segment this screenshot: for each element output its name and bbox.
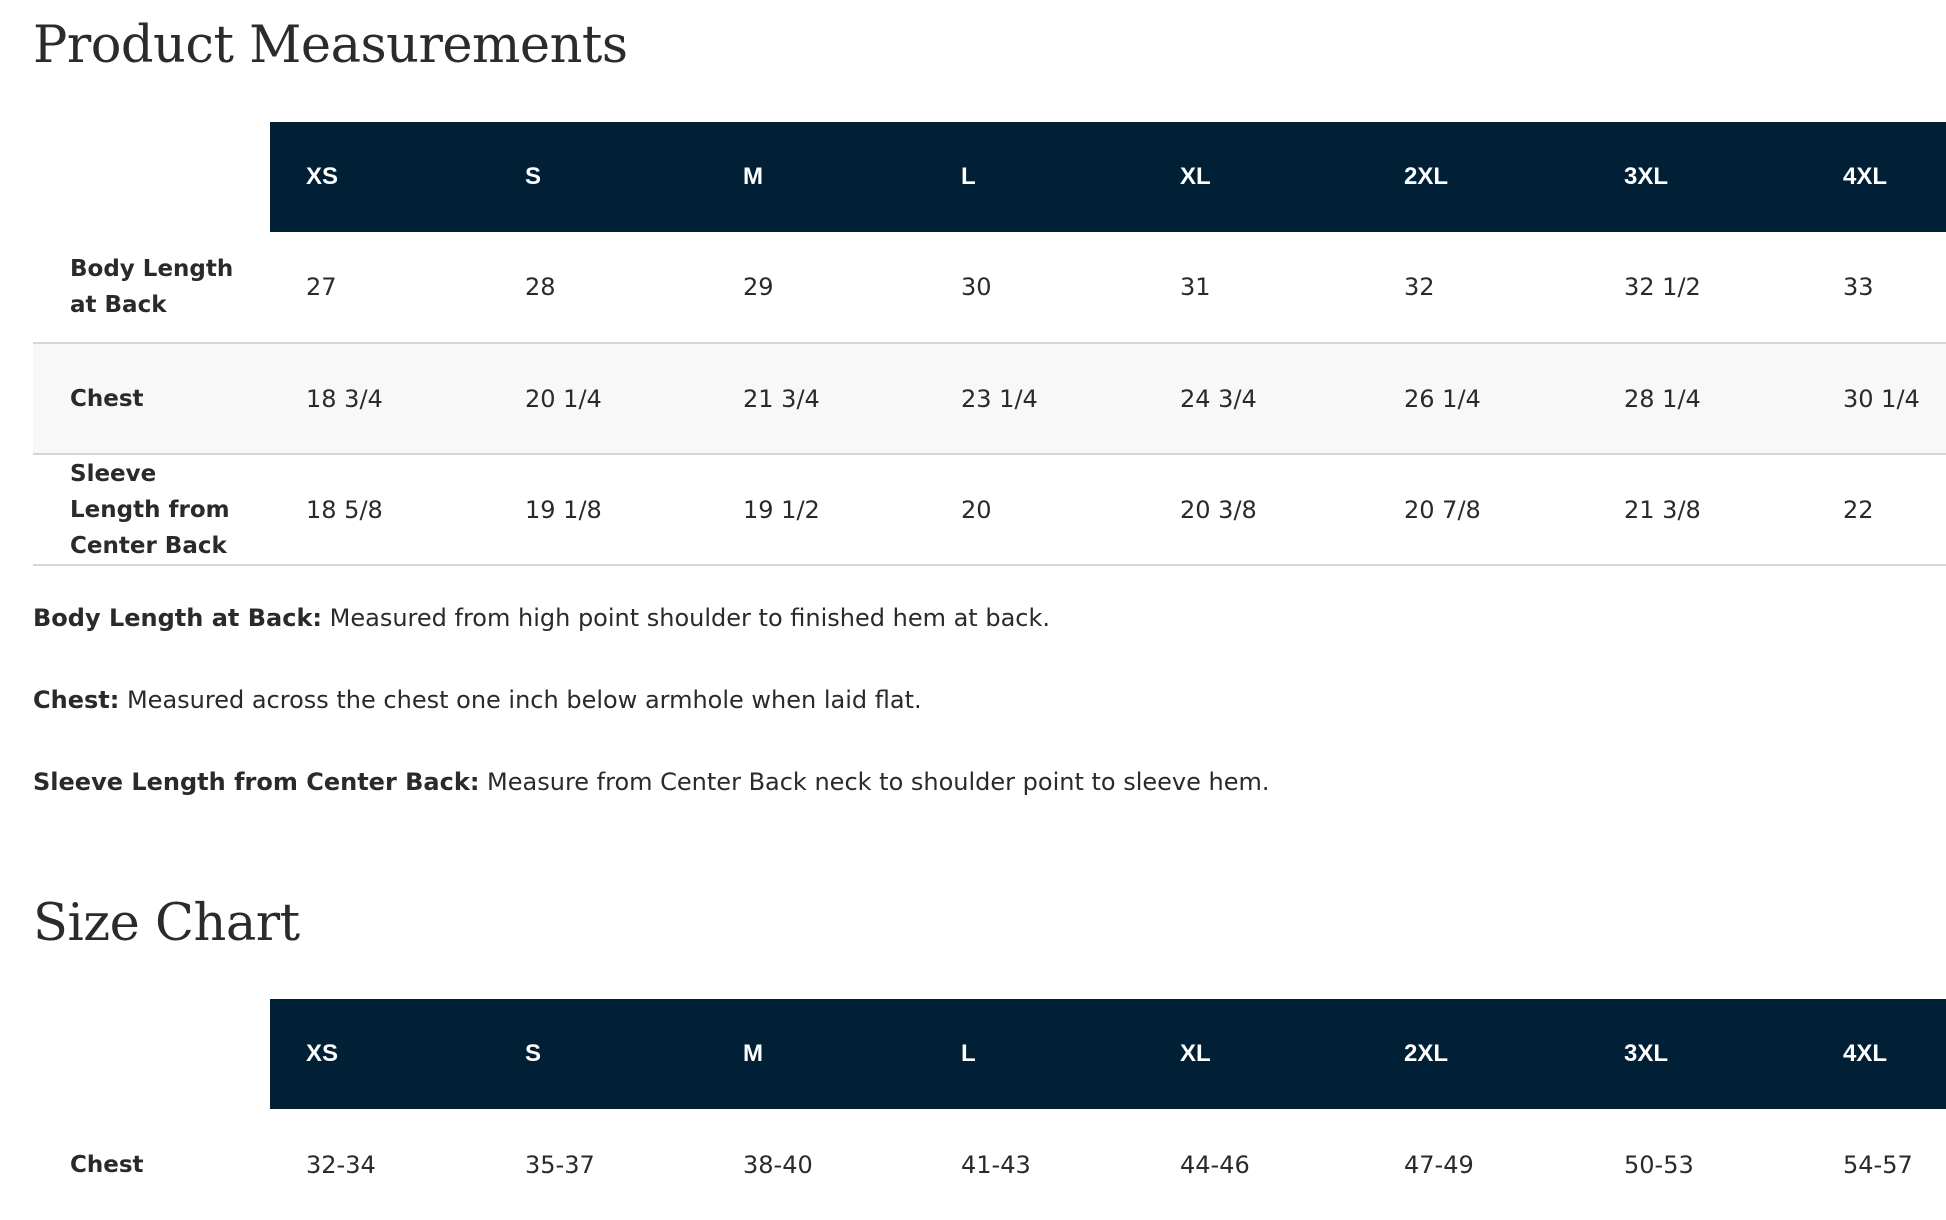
- table-row: [33, 1109, 1946, 1220]
- table-cell: 20 7/8: [1404, 495, 1481, 524]
- table-cell: 32-34: [306, 1150, 376, 1179]
- table-cell: 20 3/8: [1180, 495, 1257, 524]
- row-label-body-length: Body Length at Back: [70, 256, 234, 318]
- table-cell: 33: [1843, 273, 1874, 301]
- size-header-3xl: 3XL: [1588, 999, 1807, 1109]
- note-body-length: [33, 600, 1733, 636]
- table-cell: 28 1/4: [1624, 384, 1701, 413]
- table-cell: 47-49: [1404, 1150, 1474, 1179]
- table-header-row: [33, 999, 1946, 1109]
- note-term: Sleeve Length from Center Back:: [33, 768, 480, 796]
- table-cell: 35-37: [525, 1150, 595, 1179]
- table-cell: 24 3/4: [1180, 384, 1257, 413]
- size-chart-title: Size Chart: [33, 894, 300, 953]
- measurement-notes: [33, 600, 1733, 846]
- table-header-row: [33, 122, 1946, 232]
- size-header-3xl: 3XL: [1588, 122, 1807, 232]
- table-cell: 29: [743, 273, 774, 301]
- header-corner: [33, 999, 270, 1109]
- note-chest: [33, 682, 1733, 718]
- table-cell: 54-57: [1843, 1150, 1913, 1179]
- table-cell: 19 1/8: [525, 495, 602, 524]
- size-header-s: S: [489, 122, 707, 232]
- table-cell: 44-46: [1180, 1150, 1250, 1179]
- table-cell: 28: [525, 273, 556, 301]
- size-header-xs: XS: [270, 122, 489, 232]
- table-cell: 30: [961, 273, 992, 301]
- table-cell: 32 1/2: [1624, 273, 1701, 301]
- table-cell: 32: [1404, 273, 1435, 301]
- note-text: Measure from Center Back neck to shoulder point to sleeve hem.: [479, 768, 1270, 796]
- table-cell: 26 1/4: [1404, 384, 1481, 413]
- size-header-2xl: 2XL: [1368, 122, 1588, 232]
- size-header-m: M: [707, 999, 925, 1109]
- header-corner: [33, 122, 270, 232]
- table-row: [33, 454, 1946, 565]
- table-cell: 23 1/4: [961, 384, 1038, 413]
- size-header-4xl: 4XL: [1807, 122, 1946, 232]
- note-sleeve-length: [33, 764, 1733, 800]
- table-cell: 21 3/8: [1624, 495, 1701, 524]
- note-text: Measured from high point shoulder to finished hem at back.: [322, 604, 1051, 632]
- table-cell: 21 3/4: [743, 384, 820, 413]
- note-term: Body Length at Back:: [33, 604, 323, 632]
- table-row: [33, 343, 1946, 454]
- table-cell: 20: [961, 495, 992, 524]
- table-cell: 22: [1843, 495, 1874, 524]
- row-label-chest: Chest: [70, 385, 144, 412]
- size-header-xs: XS: [270, 999, 489, 1109]
- table-cell: 19 1/2: [743, 495, 820, 524]
- size-header-xl: XL: [1144, 122, 1368, 232]
- table-cell: 31: [1180, 273, 1211, 301]
- note-text: Measured across the chest one inch below armhole when laid flat.: [119, 686, 922, 714]
- note-term: Chest:: [33, 686, 120, 714]
- size-header-4xl: 4XL: [1807, 999, 1946, 1109]
- size-header-xl: XL: [1144, 999, 1368, 1109]
- size-header-l: L: [925, 999, 1144, 1109]
- table-cell: 18 5/8: [306, 495, 383, 524]
- table-cell: 27: [306, 273, 337, 301]
- table-cell: 18 3/4: [306, 384, 383, 413]
- size-header-l: L: [925, 122, 1144, 232]
- row-label-sleeve-length: Sleeve Length from Center Back: [70, 460, 230, 559]
- size-header-2xl: 2XL: [1368, 999, 1588, 1109]
- size-header-m: M: [707, 122, 925, 232]
- table-cell: 41-43: [961, 1150, 1031, 1179]
- product-measurements-title: Product Measurements: [33, 16, 628, 75]
- row-label-chest: Chest: [70, 1151, 144, 1178]
- size-chart-table: [33, 999, 1946, 1220]
- table-row: [33, 232, 1946, 343]
- table-cell: 50-53: [1624, 1150, 1694, 1179]
- size-header-s: S: [489, 999, 707, 1109]
- table-cell: 38-40: [743, 1150, 813, 1179]
- product-measurements-table: [33, 122, 1946, 566]
- table-cell: 30 1/4: [1843, 384, 1920, 413]
- table-cell: 20 1/4: [525, 384, 602, 413]
